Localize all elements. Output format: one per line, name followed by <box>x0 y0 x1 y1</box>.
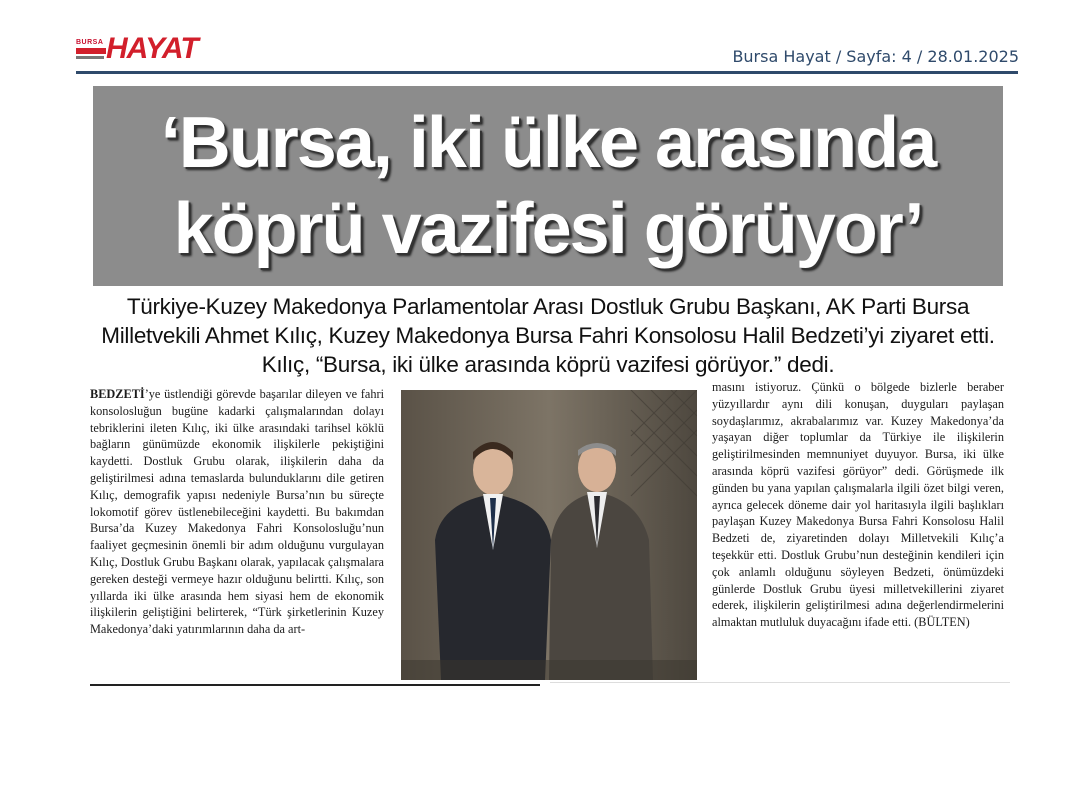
left-column-text: ’ye üstlendiği görevde başarılar dileyen ve fahri konsolosluğun bugüne kadarki çalışmalarından dolayı tebriklerini ileten Kılıç, iki ülke arasındaki tarihsel köklü bağların günümüzde ekonomik ilişkilerle pekiştiğini kaydetti. Dostluk Grubu olarak, ilişkilerin daha da geliştirilmesi adına temaslarda bulunduklarını dile getiren Kılıç, demografik yapısı nedeniyle Bursa’nın bu süreçte lokomotif görev üstlenebileceğini kaydetti. Bu bakımdan Bursa’da Kuzey Makedonya Fahri Konsolosluğu’nun faaliyet geçmesinin önemli bir adım olduğunu vurgulayan Kılıç, Dostluk Grubu Başkanı olarak, yapılacak çalışmalara gereken desteği vermeye hazır olduğunu belirtti. Kılıç, son yıllarda iki ülke arasında hem siyasi hem de ekonomik ilişkilerin geliştiğini belirterek, “Türk şirketlerinin Kuzey Makedonya’daki yatırımlarının daha da art- <box>90 387 384 637</box>
headline-line-1: ‘Bursa, iki ülke arasında <box>160 103 936 183</box>
article-clipping <box>90 86 1010 690</box>
article-column-left <box>90 386 384 638</box>
bottom-rule <box>90 684 540 686</box>
subheadline: Türkiye-Kuzey Makedonya Parlamentolar Arası Dostluk Grubu Başkanı, AK Parti Bursa Milletvekili Ahmet Kılıç, Kuzey Makedonya Bursa Fahri Konsolosu Halil Bedzeti’yi ziyaret etti. Kılıç, “Bursa, iki ülke arasında köprü vazifesi görüyor.” dedi. <box>101 294 995 377</box>
two-men-photo-icon <box>401 390 697 680</box>
article-column-right: masını istiyoruz. Çünkü o bölgede bizlerle beraber yüzyıllardır aynı dili konuşan, duyguları paylaşan soydaşlarımız, akrabalarımız var. Kuzey Makedonya’da yaşayan diğer toplumlar da Türkiye ile ilişkilerin geliştirilmesinden memnuniyet duyuyor. Bursa, iki ülke arasında köprü vazifesi görüyor” dedi. Görüşmede ilk günden bu yana yapılan çalışmalarla ilgili özet bilgi veren, ayrıca gelecek döneme dair yol haritasıyla ilgili başlıkları paylaşan Kuzey Makedonya Bursa Fahri Konsolosu Halil Bedzeti de, ziyaretinden dolayı Milletvekili Kılıç’a teşekkür etti. Dostluk Grubu’nun desteğinin kendileri için çok anlamlı olduğunu söyleyen Bedzeti, önümüzdeki günlerde Dostluk Grubu üyesi milletvekillerini ziyaret ederek, ilişkilerin geliştirilmesi adına değerlendirmelerini almaktan mutluluk duyacağını ifade etti. (BÜLTEN) <box>712 380 1004 630</box>
headline-line-2: köprü vazifesi görüyor’ <box>173 189 923 269</box>
lead-word: BEDZETİ <box>90 387 145 401</box>
logo-grey-bar <box>76 56 104 59</box>
source-line: Bursa Hayat / Sayfa: 4 / 28.01.2025 <box>732 47 1019 66</box>
logo-red-bar <box>76 48 106 54</box>
header-rule <box>76 71 1018 74</box>
headline-box <box>93 86 1003 286</box>
right-bottom-rule <box>550 682 1010 683</box>
logo-small-text: BURSA <box>76 39 104 46</box>
headline <box>93 100 1003 272</box>
newspaper-logo <box>76 34 214 66</box>
article-photo <box>401 390 697 680</box>
logo-wordmark: HAYAT <box>106 32 198 65</box>
